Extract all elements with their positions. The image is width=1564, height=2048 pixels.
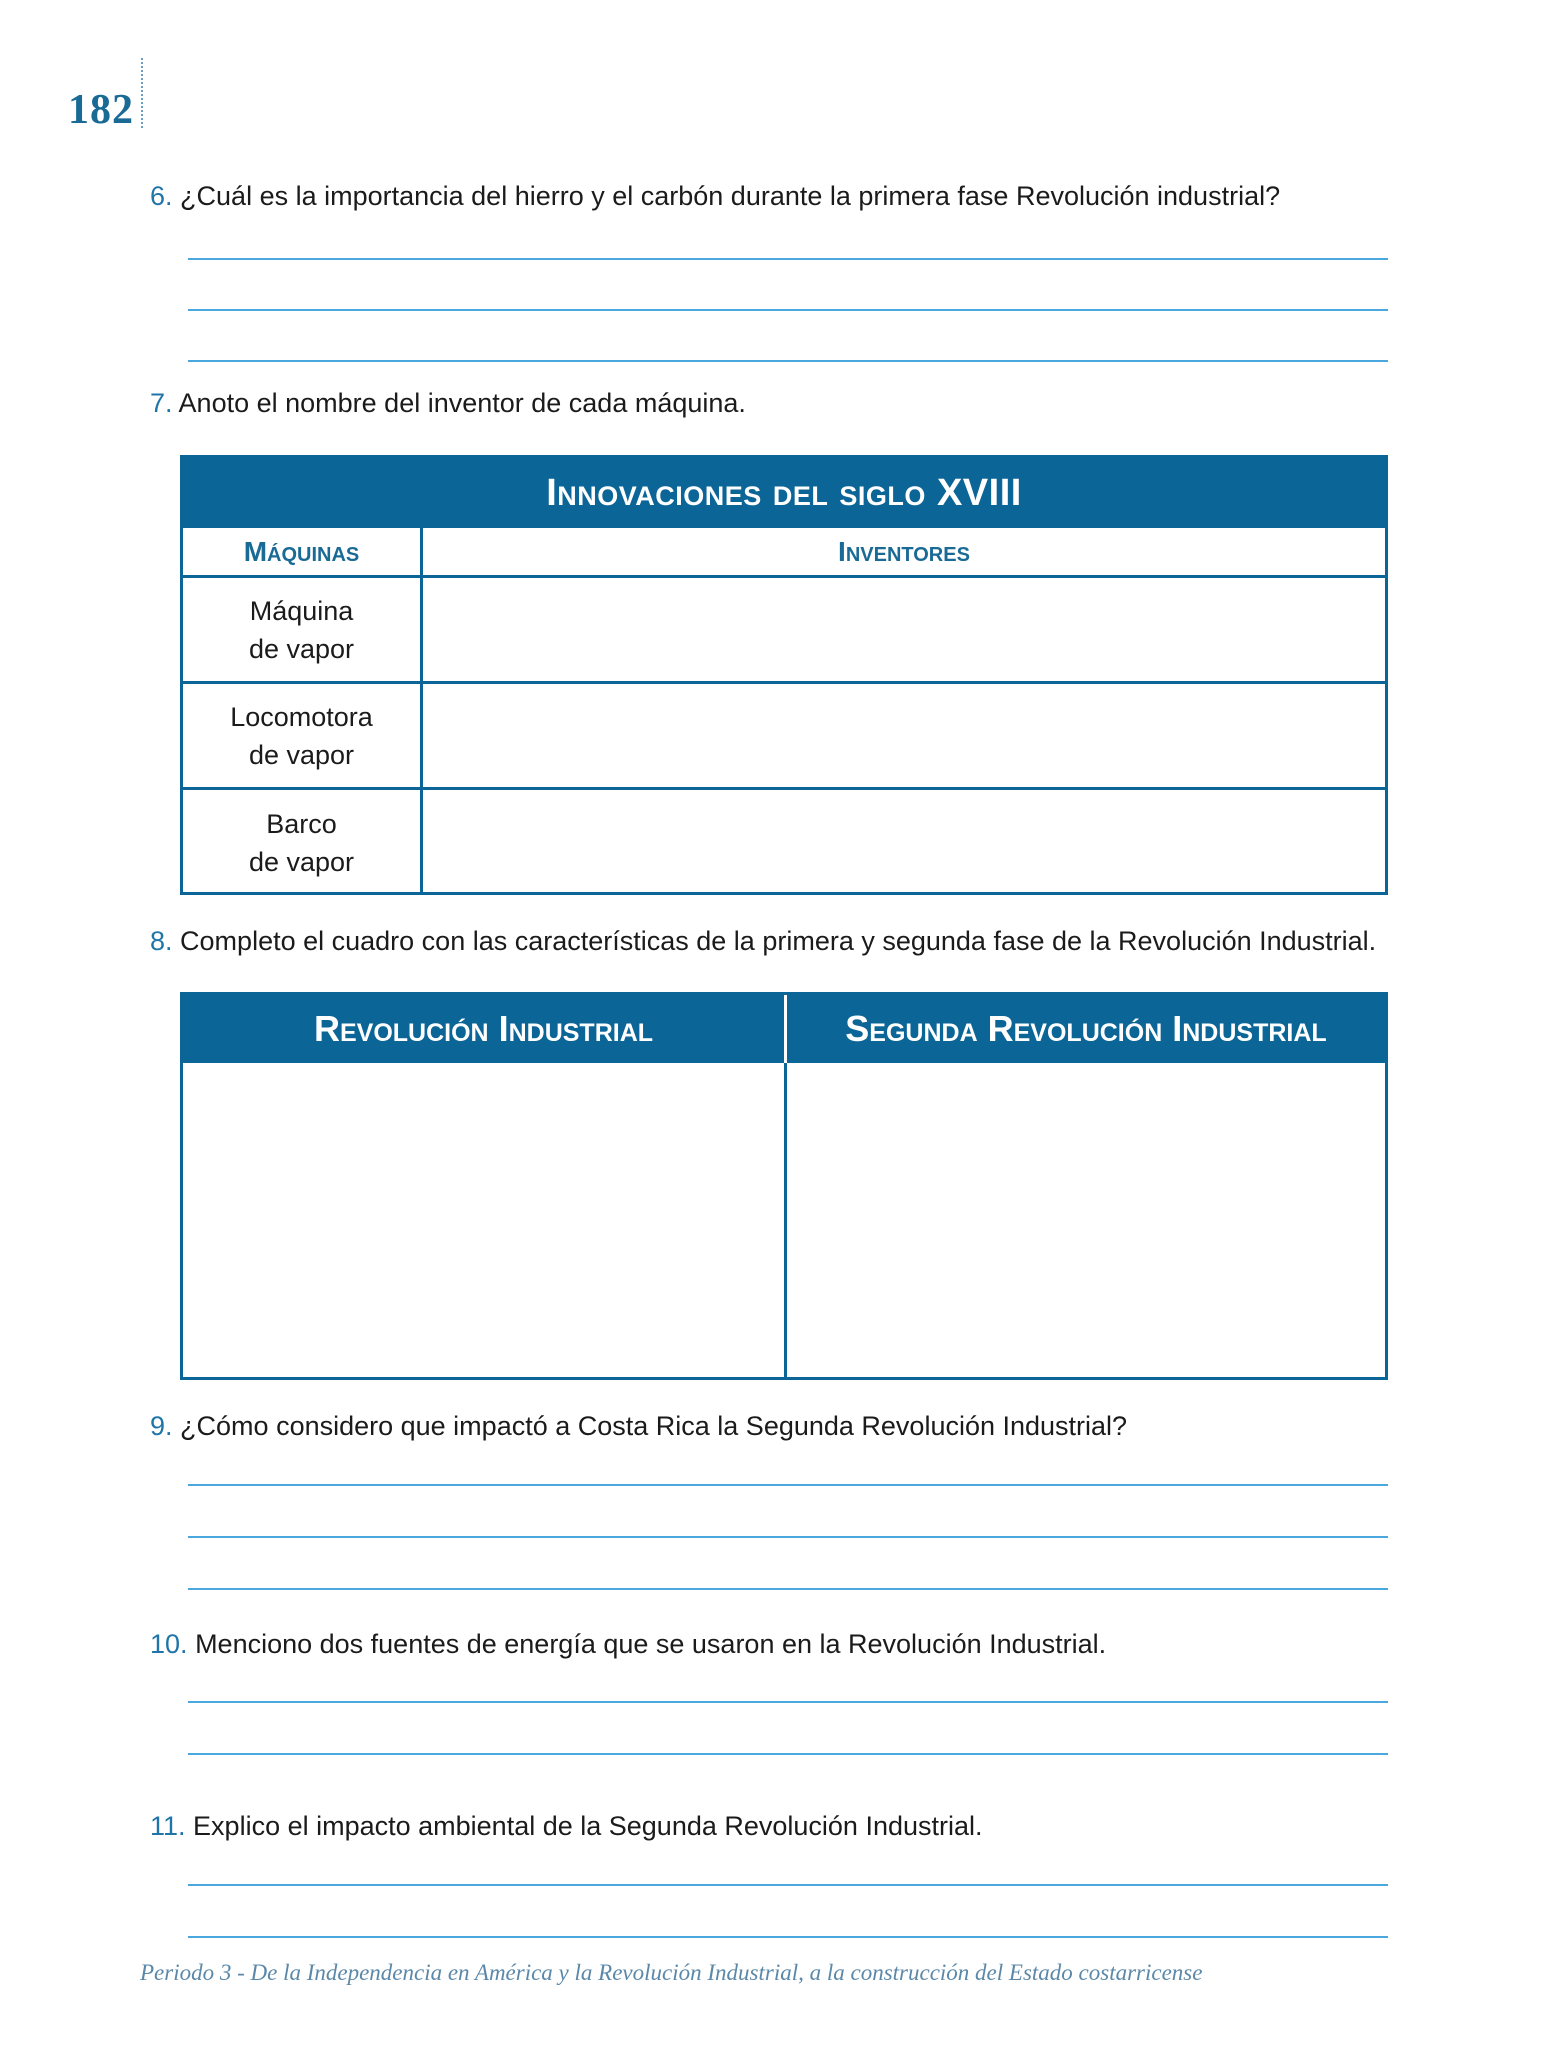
page-number-divider xyxy=(141,58,143,128)
inventor-cell-locomotive[interactable] xyxy=(423,684,1385,787)
table-row xyxy=(183,578,1385,684)
question-8-number: 8. xyxy=(150,926,173,956)
machine-cell xyxy=(183,684,420,787)
column-header-machines: Máquinas xyxy=(243,536,360,567)
inventions-table-title: Innovaciones del siglo XVIII xyxy=(183,458,1385,528)
question-7-number: 7. xyxy=(150,388,173,418)
answer-line-q11-1[interactable] xyxy=(188,1884,1388,1886)
machine-name-line1: Máquina xyxy=(249,595,354,626)
inventor-cell-steamboat[interactable] xyxy=(423,790,1385,895)
question-11 xyxy=(150,1810,983,1842)
table-row xyxy=(183,790,1385,895)
phases-table-header xyxy=(183,995,1385,1063)
question-8 xyxy=(150,925,1376,957)
inventions-table xyxy=(180,455,1388,895)
machine-name-line2: de vapor xyxy=(248,739,355,770)
column-header-first-revolution: Revolución Industrial xyxy=(313,1008,654,1049)
machine-cell xyxy=(183,578,420,681)
question-10 xyxy=(150,1628,1106,1660)
question-11-number: 11. xyxy=(150,1811,186,1841)
first-revolution-answer-cell[interactable] xyxy=(183,1063,784,1380)
machine-name-line2: de vapor xyxy=(248,846,355,877)
second-revolution-answer-cell[interactable] xyxy=(787,1063,1385,1380)
table-row xyxy=(183,684,1385,790)
machine-cell xyxy=(183,790,420,895)
machine-name-line1: Locomotora xyxy=(230,701,373,732)
question-10-text: Menciono dos fuentes de energía que se usaron en la Revolución Industrial. xyxy=(195,1629,1107,1659)
question-9 xyxy=(150,1410,1127,1442)
question-6 xyxy=(150,180,1280,212)
machine-name-line2: de vapor xyxy=(248,633,355,664)
answer-line-q6-3[interactable] xyxy=(188,360,1388,362)
answer-line-q6-2[interactable] xyxy=(188,309,1388,311)
answer-line-q9-3[interactable] xyxy=(188,1588,1388,1590)
question-9-text: ¿Cómo considero que impactó a Costa Rica la Segunda Revolución Industrial? xyxy=(180,1411,1128,1441)
phases-table xyxy=(180,992,1388,1380)
question-6-text: ¿Cuál es la importancia del hierro y el carbón durante la primera fase Revolución industrial? xyxy=(180,181,1281,211)
inventor-cell-steam-engine[interactable] xyxy=(423,578,1385,681)
question-10-number: 10. xyxy=(150,1629,188,1659)
question-9-number: 9. xyxy=(150,1411,173,1441)
column-header-second-revolution: Segunda Revolución Industrial xyxy=(845,1008,1327,1049)
answer-line-q9-2[interactable] xyxy=(188,1536,1388,1538)
question-11-text: Explico el impacto ambiental de la Segunda Revolución Industrial. xyxy=(193,1811,983,1841)
answer-line-q9-1[interactable] xyxy=(188,1484,1388,1486)
question-8-text: Completo el cuadro con las características de la primera y segunda fase de la Revolución Industrial. xyxy=(180,926,1377,956)
answer-line-q11-2[interactable] xyxy=(188,1936,1388,1938)
page-number: 182 xyxy=(68,87,134,133)
answer-line-q10-1[interactable] xyxy=(188,1701,1388,1703)
answer-line-q10-2[interactable] xyxy=(188,1753,1388,1755)
answer-line-q6-1[interactable] xyxy=(188,258,1388,260)
inventions-table-header-row xyxy=(183,528,1385,578)
question-7 xyxy=(150,387,746,419)
machine-name-line1: Barco xyxy=(266,808,337,839)
question-6-number: 6. xyxy=(150,181,173,211)
page-footer: Periodo 3 - De la Independencia en América y la Revolución Industrial, a la construcción del Estado costarricense xyxy=(140,1960,1203,1985)
question-7-text: Anoto el nombre del inventor de cada máquina. xyxy=(178,388,746,418)
column-header-inventors: Inventores xyxy=(838,536,970,567)
